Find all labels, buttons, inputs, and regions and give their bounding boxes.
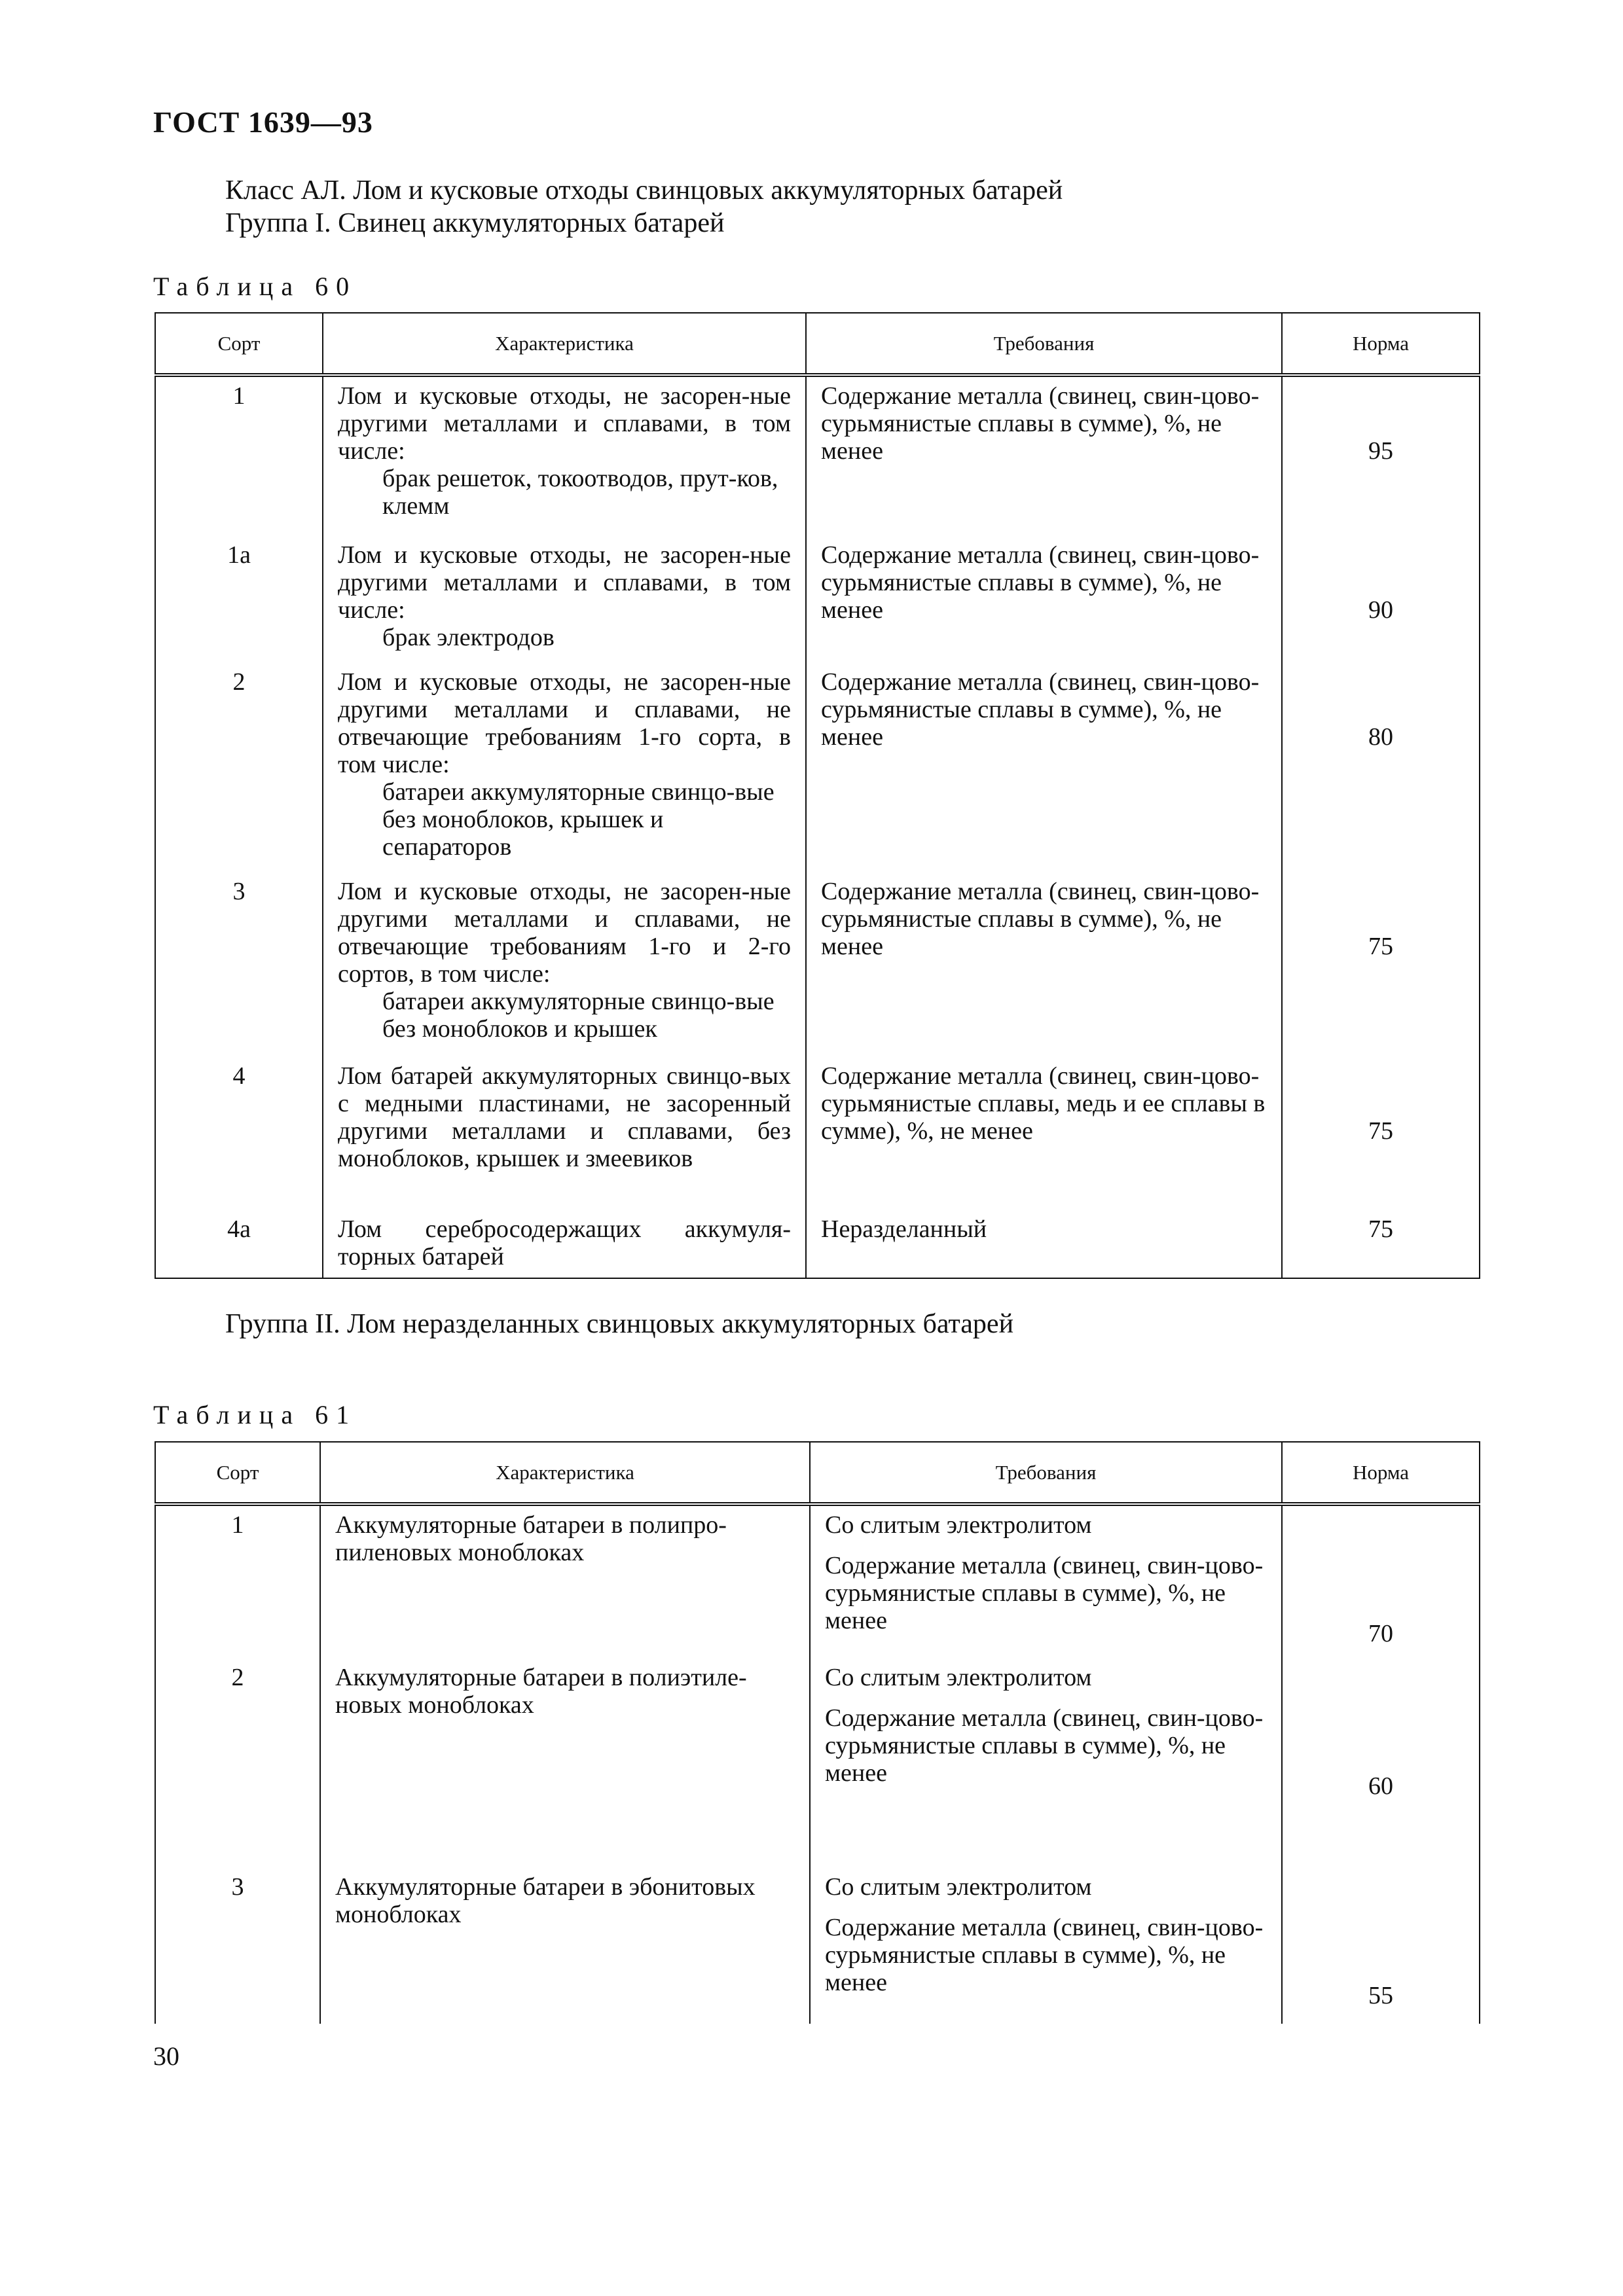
characteristic-sub: батареи аккумуляторные свинцо-вые без моноблоков, крышек и сепараторов [382,778,775,861]
cell-characteristic [323,1210,806,1278]
cell-norm: 55 [1282,1868,1480,2024]
cell-sort: 4 [155,1057,323,1210]
table-row [155,1057,1480,1210]
cell-sort: 3 [155,872,323,1057]
table-60-caption: Таблица 60 [153,272,357,301]
page-number: 30 [153,2041,179,2071]
table-61 [155,1441,1480,2024]
table-row [155,1504,1480,1659]
requirement-line: Содержание металла (свинец, свин-цово-сурьмянистые сплавы в сумме), %, не менее [825,1914,1264,1996]
col-header-characteristic: Характеристика [323,313,806,375]
cell-requirement [810,1504,1282,1659]
class-heading: Класс АЛ. Лом и кусковые отходы свинцовых аккумуляторных батарей [225,175,1063,206]
table-row [155,1659,1480,1868]
cell-sort: 1а [155,536,323,663]
group-2-heading: Группа II. Лом неразделанных свинцовых аккумуляторных батарей [225,1309,1014,1339]
requirement-line: Содержание металла (свинец, свин-цово-сурьмянистые сплавы в сумме), %, не менее [825,1704,1264,1787]
characteristic-sub: брак решеток, токоотводов, прут-ков, клемм [382,465,778,520]
col-header-norm: Норма [1282,1442,1480,1504]
requirement-line: Содержание металла (свинец, свин-цово-сурьмянистые сплавы в сумме), %, не менее [825,1552,1264,1634]
cell-sort: 1 [155,1504,320,1659]
cell-sort: 3 [155,1868,320,2024]
table-61-caption: Таблица 61 [153,1400,357,1429]
col-header-sort: Сорт [155,1442,320,1504]
cell-characteristic [323,536,806,663]
table-60 [155,312,1480,1279]
cell-characteristic [323,663,806,872]
cell-requirement: Содержание металла (свинец, свин-цово-сурьмянистые сплавы в сумме), %, не менее [806,663,1282,872]
cell-norm: 95 [1282,375,1480,536]
cell-norm: 60 [1282,1659,1480,1868]
characteristic-main: Лом и кусковые отходы, не засорен-ные другими металлами и сплавами, не отвечающие требованиям 1-го сорта, в том числе: [338,668,791,778]
table-row [155,663,1480,872]
cell-characteristic: Аккумуляторные батареи в полипро-пиленовых моноблоках [320,1504,810,1659]
cell-requirement [810,1868,1282,2024]
requirement-line: Со слитым электролитом [825,1873,1092,1901]
document-header: ГОСТ 1639—93 [153,105,373,139]
cell-sort: 4а [155,1210,323,1278]
cell-norm: 70 [1282,1504,1480,1659]
cell-norm: 75 [1282,872,1480,1057]
characteristic-main: Лом и кусковые отходы, не засорен-ные другими металлами и сплавами, не отвечающие требованиям 1-го и 2-го сортов, в том числе: [338,878,791,988]
characteristic-sub: батареи аккумуляторные свинцо-вые без моноблоков и крышек [382,988,775,1043]
cell-sort: 2 [155,663,323,872]
cell-sort: 2 [155,1659,320,1868]
characteristic-main: Лом серебросодержащих аккумуля-торных батарей [338,1215,791,1270]
col-header-characteristic: Характеристика [320,1442,810,1504]
cell-norm: 75 [1282,1210,1480,1278]
cell-characteristic [323,375,806,536]
requirement-line: Со слитым электролитом [825,1664,1092,1691]
table-row [155,375,1480,536]
cell-requirement: Содержание металла (свинец, свин-цово-сурьмянистые сплавы в сумме), %, не менее [806,872,1282,1057]
col-header-requirements: Требования [810,1442,1282,1504]
characteristic-main: Лом и кусковые отходы, не засорен-ные другими металлами и сплавами, в том числе: [338,541,791,624]
col-header-requirements: Требования [806,313,1282,375]
cell-requirement: Содержание металла (свинец, свин-цово-сурьмянистые сплавы, медь и ее сплавы в сумме), %, не менее [806,1057,1282,1210]
cell-norm: 80 [1282,663,1480,872]
cell-requirement: Содержание металла (свинец, свин-цово-сурьмянистые сплавы в сумме), %, не менее [806,536,1282,663]
table-row [155,1868,1480,2024]
requirement-line: Со слитым электролитом [825,1511,1092,1539]
cell-requirement [810,1659,1282,1868]
cell-characteristic: Аккумуляторные батареи в полиэтиле-новых моноблоках [320,1659,810,1868]
cell-characteristic [323,1057,806,1210]
table-row [155,536,1480,663]
group-1-heading: Группа I. Свинец аккумуляторных батарей [225,208,725,238]
characteristic-main: Лом батарей аккумуляторных свинцо-вых с медными пластинами, не засоренный другими металлами и сплавами, без моноблоков, крышек и змеевиков [338,1062,791,1172]
cell-requirement: Неразделанный [806,1210,1282,1278]
characteristic-main: Лом и кусковые отходы, не засорен-ные другими металлами и сплавами, в том числе: [338,382,791,465]
col-header-norm: Норма [1282,313,1480,375]
cell-characteristic: Аккумуляторные батареи в эбонитовых моноблоках [320,1868,810,2024]
cell-characteristic [323,872,806,1057]
characteristic-sub: брак электродов [382,624,555,651]
cell-sort: 1 [155,375,323,536]
col-header-sort: Сорт [155,313,323,375]
table-row [155,1210,1480,1278]
cell-norm: 75 [1282,1057,1480,1210]
cell-norm: 90 [1282,536,1480,663]
cell-requirement: Содержание металла (свинец, свин-цово-сурьмянистые сплавы в сумме), %, не менее [806,375,1282,536]
table-row [155,872,1480,1057]
